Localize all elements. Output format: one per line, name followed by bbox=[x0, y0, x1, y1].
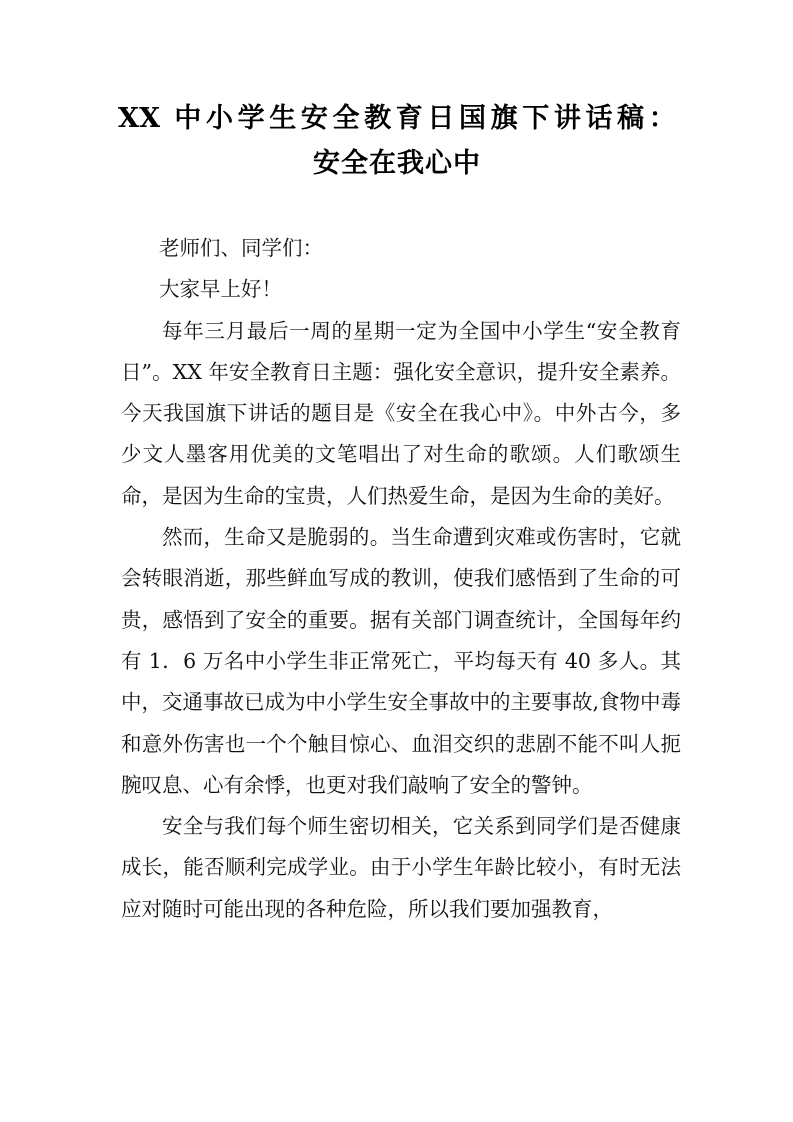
title-line-primary: XX 中小学生安全教育日国旗下讲话稿： bbox=[118, 103, 676, 134]
paragraph-3: 安全与我们每个师生密切相关，它关系到同学们是否健康成长，能否顺利完成学业。由于小学生年龄比较小，有时无法应对随时可能出现的各种危险，所以我们要加强教育， bbox=[121, 814, 681, 921]
page-title bbox=[118, 96, 676, 186]
paragraph-salutation: 老师们、同学们： bbox=[159, 236, 323, 260]
paragraph-1: 每年三月最后一周的星期一定为全国中小学生“安全教育日”。XX 年安全教育日主题：强化安全意识，提升安全素养。今天我国旗下讲话的题目是《安全在我心中》。中外古今，多少文人墨客用优美的文笔唱出了对生命的歌颂。人们歌颂生命，是因为生命的宝贵，人们热爱生命，是因为生命的美好。 bbox=[121, 318, 681, 508]
paragraph-2: 然而，生命又是脆弱的。当生命遭到灾难或伤害时，它就会转眼消逝，那些鲜血写成的教训，使我们感悟到了生命的可贵，感悟到了安全的重要。据有关部门调查统计，全国每年约有 1．6 万名中小学生非正常死亡，平均每天有 40 多人。其中，交通事故已成为中小学生安全事故中的主要事故,食物中毒和意外伤害也一个个触目惊心、血泪交织的悲剧不能不叫人扼腕叹息、心有余悸，也更对我们敲响了安全的警钟。 bbox=[121, 525, 682, 797]
paragraph-greeting: 大家早上好！ bbox=[159, 277, 282, 302]
title-line-secondary: 安全在我心中 bbox=[313, 148, 481, 179]
document-body bbox=[121, 228, 681, 930]
